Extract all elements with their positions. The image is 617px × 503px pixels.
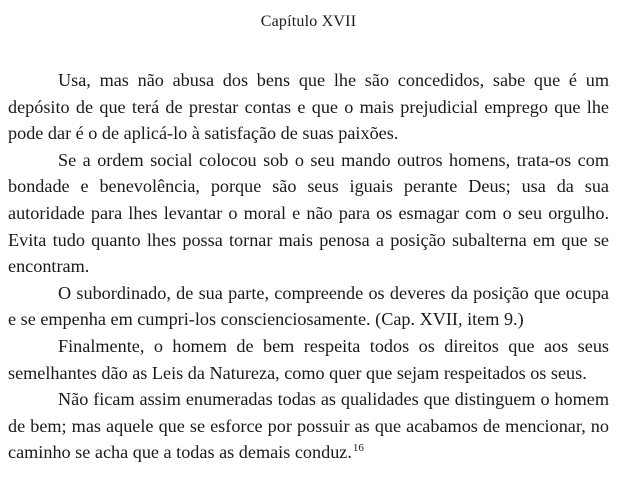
paragraph-bens: Usa, mas não abusa dos bens que lhe são concedidos, sabe que é um depósito de que terá de prestar contas e que o mais prejudicial emprego que lhe pode dar é o de aplicá-lo à satisfação de suas paixões. — [8, 70, 609, 144]
paragraph-qualidades — [8, 386, 609, 466]
paragraph-direitos: Finalmente, o homem de bem respeita todos os direitos que aos seus semelhantes dão as Leis da Natureza, como quer que sejam respeitados os seus. — [8, 335, 609, 383]
body-text — [8, 67, 609, 466]
paragraph-subordinado: O subordinado, de sua parte, compreende os deveres da posição que ocupa e se empenha em cumpri-los conscienciosamente. (Cap. XVII, item 9.) — [8, 282, 609, 330]
paragraph-ordem-social: Se a ordem social colocou sob o seu mando outros homens, trata-os com bondade e benevolência, porque são seus iguais perante Deus; usa da sua autoridade para lhes levantar o moral e não para os esmagar com o seu orgulho. Evita tudo quanto lhes possa tornar mais penosa a posição subalterna em que se encontram. — [8, 149, 609, 277]
chapter-header: Capítulo XVII — [260, 13, 357, 30]
paragraph-qualidades-text: Não ficam assim enumeradas todas as qualidades que distinguem o homem de bem; mas aquele que se esforce por possuir as que acabamos de mencionar, no caminho se acha que a todas as demais conduz. — [8, 389, 609, 463]
footnote-reference[interactable]: 16 — [352, 442, 364, 455]
book-page — [8, 0, 609, 466]
